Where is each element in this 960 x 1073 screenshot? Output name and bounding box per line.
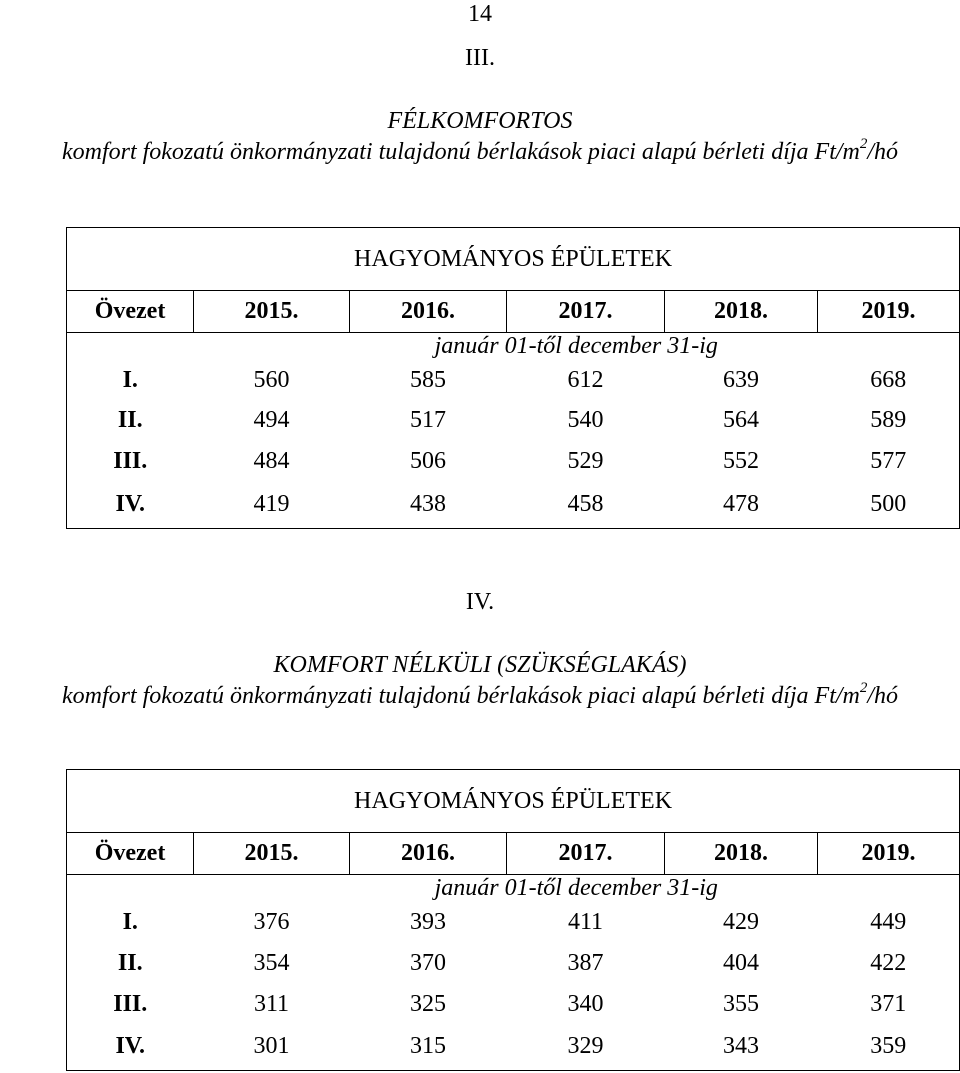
value-cell: 301 <box>194 1024 350 1070</box>
value-cell: 359 <box>818 1024 960 1070</box>
value-cell: 506 <box>410 448 446 474</box>
value-cell: 393 <box>410 909 446 935</box>
table-header: HAGYOMÁNYOS ÉPÜLETEK <box>67 228 960 291</box>
zone-cell: I. <box>67 902 194 943</box>
value-cell: 494 <box>253 407 290 433</box>
value-cell: 585 <box>410 366 446 393</box>
table-header: HAGYOMÁNYOS ÉPÜLETEK <box>67 770 960 833</box>
rent-table <box>66 227 960 529</box>
column-header: 2015. <box>194 291 350 333</box>
table-row <box>67 360 960 400</box>
zone-cell: IV. <box>67 482 194 528</box>
value-cell: 560 <box>253 366 290 393</box>
column-header: 2017. <box>507 833 665 875</box>
value-cell: 540 <box>567 407 604 433</box>
column-header: 2017. <box>507 291 665 333</box>
column-header: 2016. <box>350 291 507 333</box>
value-cell: 387 <box>567 950 604 976</box>
value-cell: 355 <box>723 990 759 1017</box>
table-row <box>67 400 960 441</box>
value-cell: 354 <box>253 950 290 976</box>
section-subtitle: komfort fokozatú önkormányzati tulajdonú bérlakások piaci alapú bérleti díja $Ft/m^2/hó$ <box>61 136 899 165</box>
section-number: III. <box>465 45 495 71</box>
value-cell: 478 <box>665 482 818 528</box>
table-row <box>67 943 960 984</box>
rent-table <box>66 769 960 1071</box>
zone-cell: III. <box>67 441 194 482</box>
table-row <box>67 482 960 528</box>
value-cell: 370 <box>410 950 446 976</box>
section-number: IV. <box>465 589 495 615</box>
value-cell: 484 <box>253 448 290 474</box>
value-cell: 564 <box>723 407 759 433</box>
zone-cell: III. <box>67 984 194 1024</box>
zone-cell: II. <box>67 943 194 984</box>
value-cell: 639 <box>723 366 759 393</box>
value-cell: 552 <box>723 448 759 474</box>
section-title: KOMFORT NÉLKÜLI (SZÜKSÉGLAKÁS) <box>273 652 687 678</box>
zone-cell: I. <box>67 360 194 400</box>
period-label: január 01-től december 31-ig <box>194 333 960 361</box>
section-title: FÉLKOMFORTOS <box>387 108 573 134</box>
section-subtitle: komfort fokozatú önkormányzati tulajdonú bérlakások piaci alapú bérleti díja $Ft/m^2/hó$ <box>61 680 899 709</box>
value-cell: 449 <box>818 902 960 943</box>
column-header: 2016. <box>350 833 507 875</box>
zone-cell: II. <box>67 400 194 441</box>
table-row <box>67 1024 960 1070</box>
value-cell: 371 <box>818 984 960 1024</box>
value-cell: 340 <box>567 990 604 1017</box>
value-cell: 589 <box>818 400 960 441</box>
value-cell: 311 <box>253 990 290 1017</box>
value-cell: 343 <box>665 1024 818 1070</box>
column-header: 2019. <box>818 833 960 875</box>
value-cell: 329 <box>507 1024 665 1070</box>
column-header: Övezet <box>67 291 194 333</box>
column-header: Övezet <box>67 833 194 875</box>
value-cell: 422 <box>818 943 960 984</box>
value-cell: 438 <box>350 482 507 528</box>
value-cell: 500 <box>818 482 960 528</box>
period-label: január 01-től december 31-ig <box>194 875 960 903</box>
column-header: 2015. <box>194 833 350 875</box>
value-cell: 668 <box>818 360 960 400</box>
value-cell: 315 <box>350 1024 507 1070</box>
table-row <box>67 984 960 1024</box>
value-cell: 517 <box>410 407 446 433</box>
value-cell: 411 <box>567 909 604 935</box>
value-cell: 325 <box>410 990 446 1017</box>
value-cell: 404 <box>723 950 759 976</box>
zone-cell: IV. <box>67 1024 194 1070</box>
table-row <box>67 441 960 482</box>
value-cell: 458 <box>507 482 665 528</box>
column-header: 2018. <box>665 291 818 333</box>
column-header: 2019. <box>818 291 960 333</box>
page-number: 14 <box>468 1 492 27</box>
table-row <box>67 902 960 943</box>
value-cell: 419 <box>194 482 350 528</box>
value-cell: 577 <box>818 441 960 482</box>
value-cell: 529 <box>567 448 604 474</box>
value-cell: 376 <box>253 909 290 935</box>
column-header: 2018. <box>665 833 818 875</box>
value-cell: 612 <box>567 366 604 393</box>
value-cell: 429 <box>723 909 759 935</box>
